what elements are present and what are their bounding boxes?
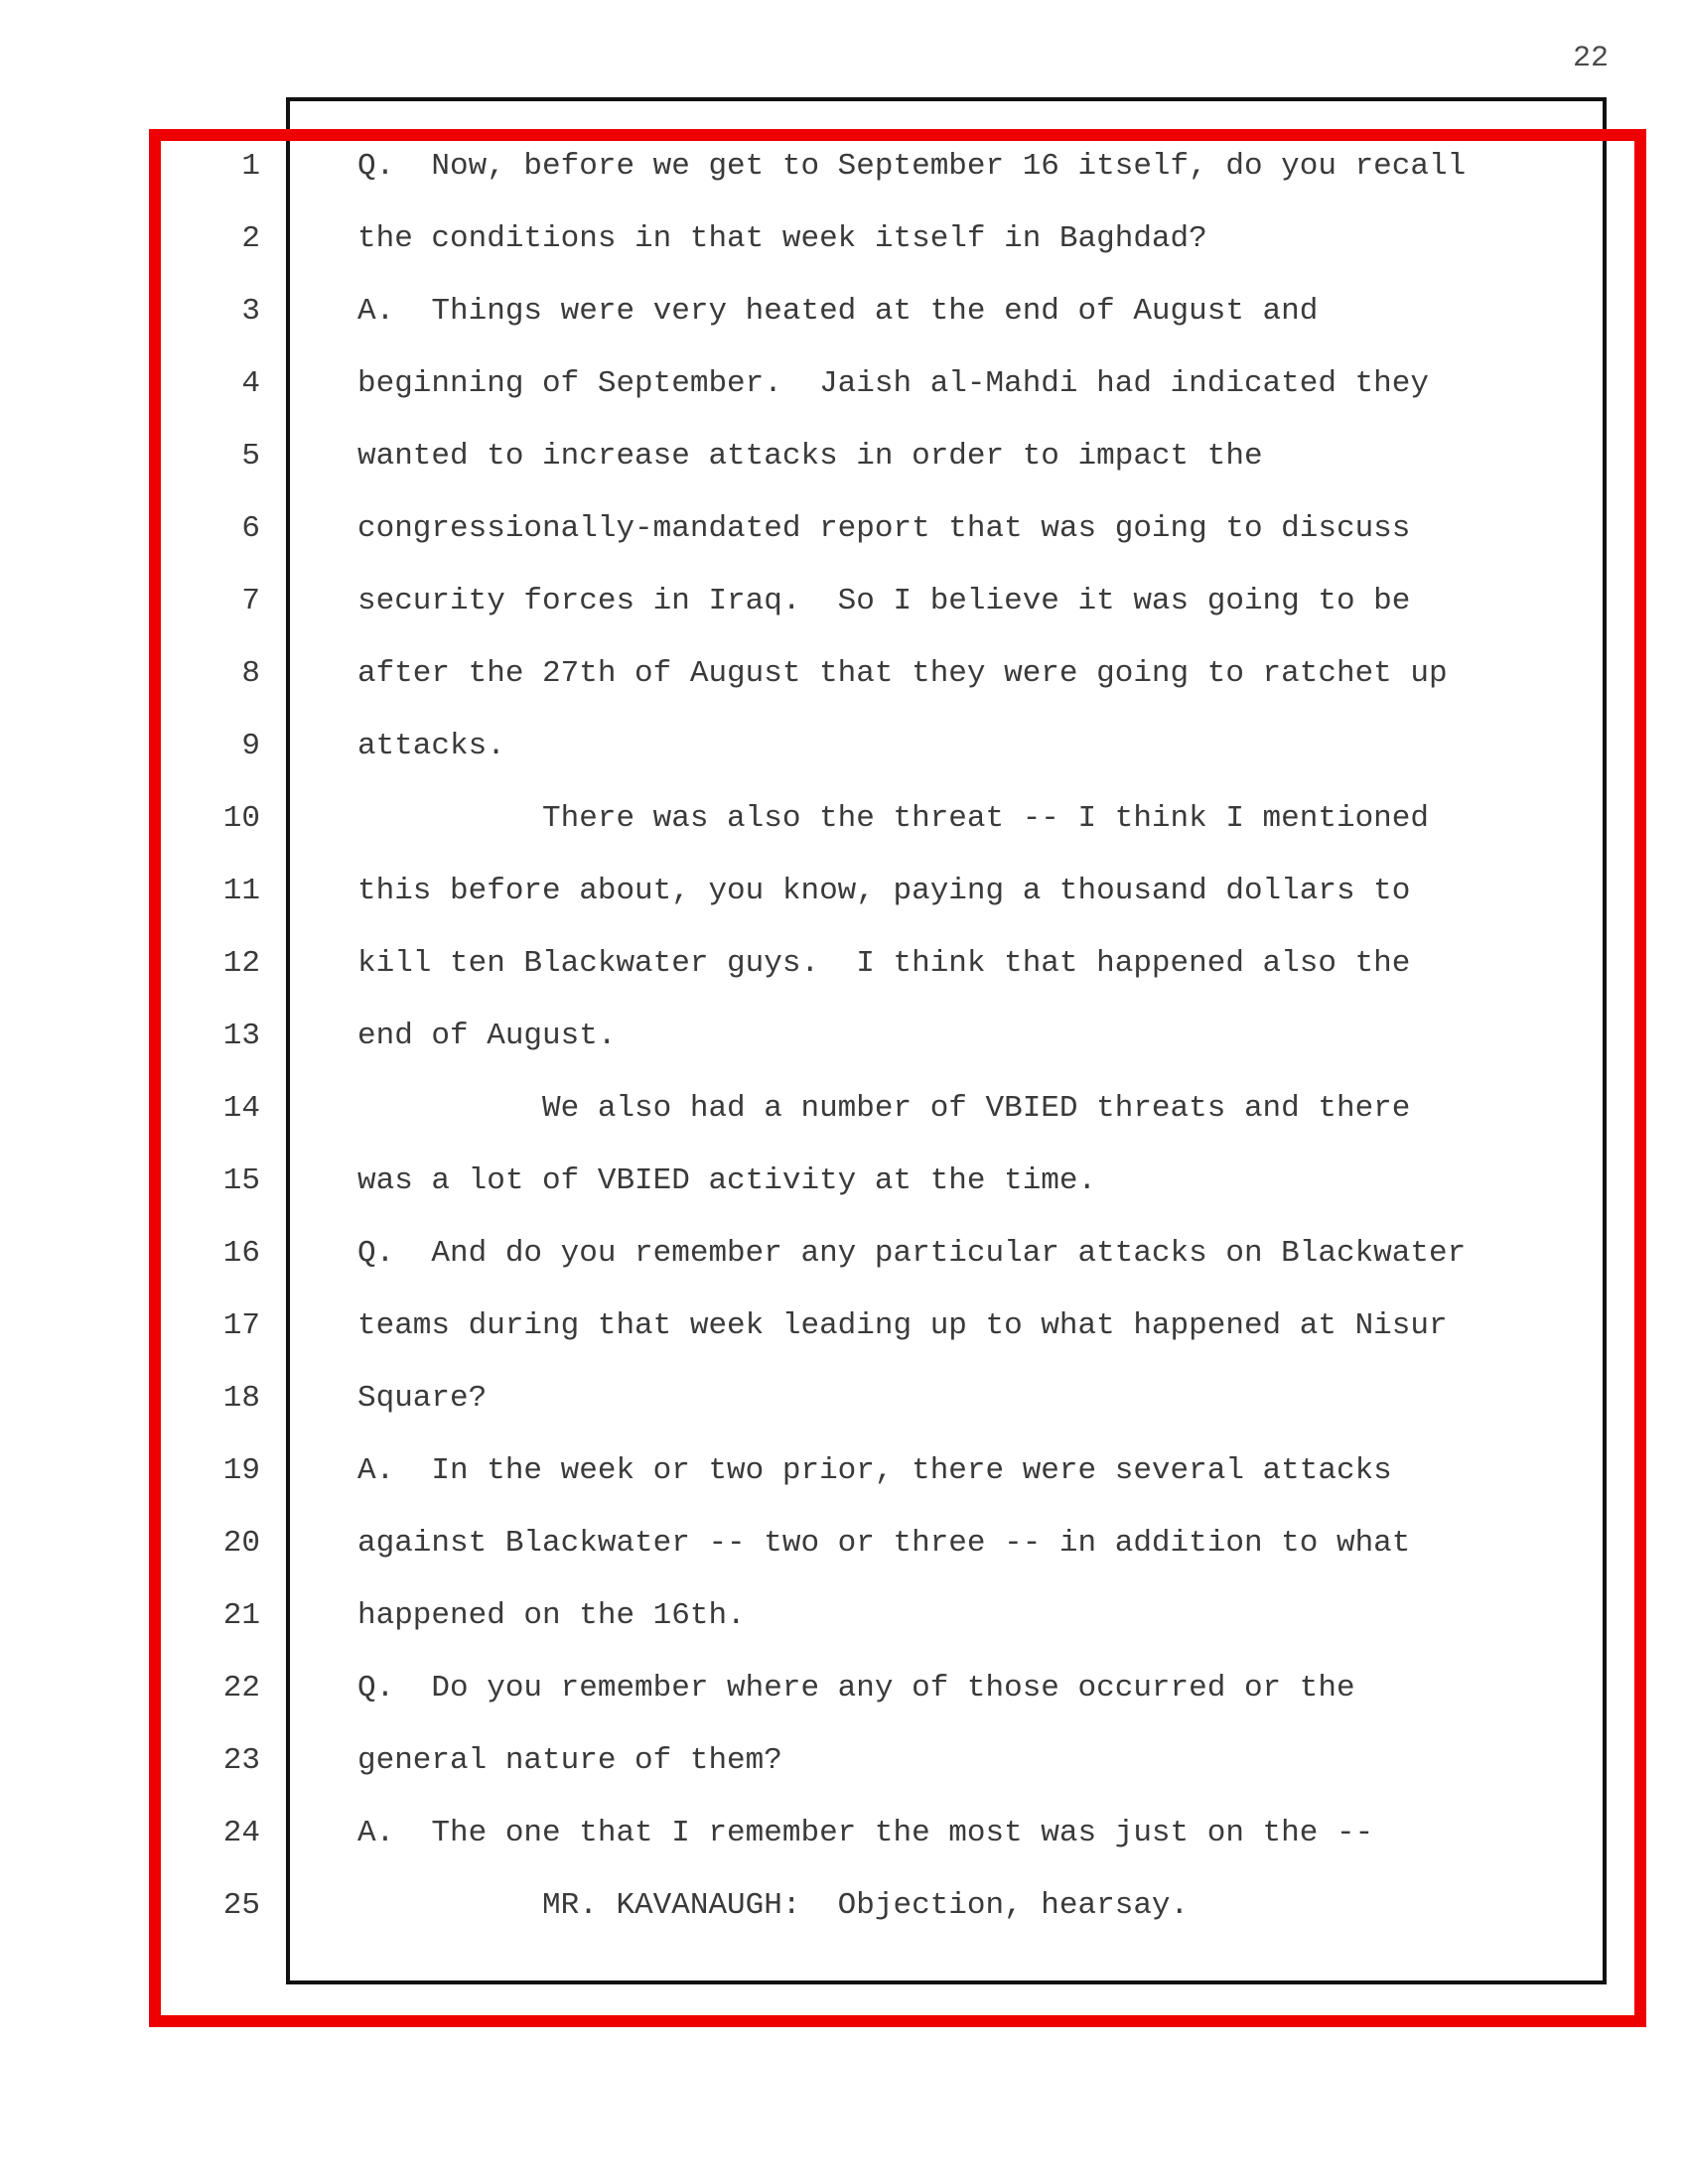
line-text: beginning of September. Jaish al-Mahdi had indicated they (357, 366, 1429, 401)
line-number: 13 (222, 1019, 260, 1053)
line-text: Q. And do you remember any particular attacks on Blackwater (357, 1236, 1467, 1271)
line-number: 10 (222, 801, 260, 836)
line-text: There was also the threat -- I think I mentioned (357, 801, 1429, 836)
line-number: 24 (222, 1816, 260, 1850)
line-number: 6 (241, 511, 260, 546)
line-number: 20 (222, 1526, 260, 1561)
line-text: this before about, you know, paying a thousand dollars to (357, 874, 1411, 908)
line-number: 14 (222, 1091, 260, 1126)
line-text: was a lot of VBIED activity at the time. (357, 1163, 1097, 1198)
page-number: 22 (1572, 42, 1609, 75)
line-text: A. The one that I remember the most was just on the -- (357, 1816, 1374, 1850)
line-text: Q. Do you remember where any of those occurred or the (357, 1671, 1355, 1706)
line-number: 2 (241, 221, 260, 256)
line-number: 3 (241, 294, 260, 329)
line-number: 22 (222, 1671, 260, 1706)
line-number: 7 (241, 584, 260, 618)
line-number: 11 (222, 874, 260, 908)
line-number: 15 (222, 1163, 260, 1198)
line-text: security forces in Iraq. So I believe it was going to be (357, 584, 1411, 618)
line-number: 21 (222, 1598, 260, 1633)
line-text: wanted to increase attacks in order to impact the (357, 439, 1263, 474)
line-number: 9 (241, 729, 260, 763)
line-text: teams during that week leading up to what happened at Nisur (357, 1308, 1448, 1343)
line-text: congressionally-mandated report that was going to discuss (357, 511, 1411, 546)
line-text: We also had a number of VBIED threats and there (357, 1091, 1411, 1126)
line-text: MR. KAVANAUGH: Objection, hearsay. (357, 1888, 1190, 1923)
line-text: Square? (357, 1381, 488, 1416)
line-text: A. Things were very heated at the end of August and (357, 294, 1319, 329)
line-text: after the 27th of August that they were going to ratchet up (357, 656, 1448, 691)
line-number: 8 (241, 656, 260, 691)
line-number: 17 (222, 1308, 260, 1343)
line-text: kill ten Blackwater guys. I think that happened also the (357, 946, 1411, 981)
line-text: the conditions in that week itself in Baghdad? (357, 221, 1207, 256)
line-number: 19 (222, 1453, 260, 1488)
line-text: attacks. (357, 729, 505, 763)
red-highlight-box (149, 129, 1646, 2027)
line-number: 1 (241, 149, 260, 184)
line-number: 18 (222, 1381, 260, 1416)
line-number: 16 (222, 1236, 260, 1271)
line-number: 5 (241, 439, 260, 474)
line-number: 4 (241, 366, 260, 401)
line-number: 25 (222, 1888, 260, 1923)
line-text: A. In the week or two prior, there were several attacks (357, 1453, 1392, 1488)
line-text: Q. Now, before we get to September 16 itself, do you recall (357, 149, 1467, 184)
line-number: 12 (222, 946, 260, 981)
line-text: happened on the 16th. (357, 1598, 746, 1633)
line-text: against Blackwater -- two or three -- in addition to what (357, 1526, 1411, 1561)
line-text: end of August. (357, 1019, 617, 1053)
line-number: 23 (222, 1743, 260, 1778)
line-text: general nature of them? (357, 1743, 782, 1778)
